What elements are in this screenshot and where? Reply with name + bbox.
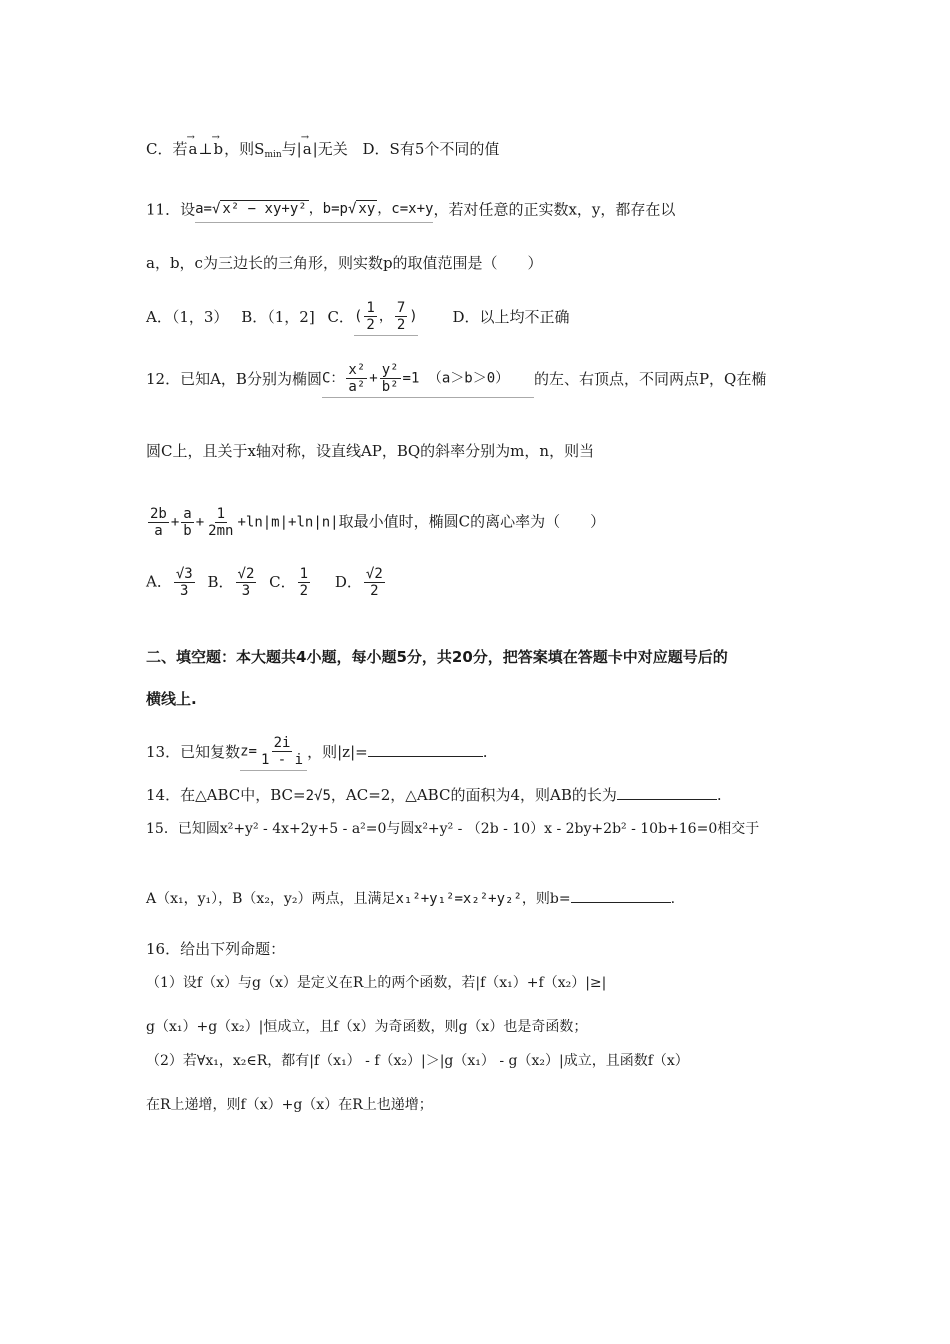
frac-denominator: b²: [381, 379, 399, 395]
frac-numerator: a: [183, 506, 192, 522]
q11-optC-interval: [354, 300, 418, 336]
plus-sign: +: [195, 514, 205, 531]
q12-ellipse-equation: [322, 362, 534, 398]
frac-numerator: 2i: [273, 735, 291, 751]
frac-numerator: x²: [348, 362, 366, 378]
vector-a-abs: → a: [302, 138, 313, 160]
q11-num: 11．设: [146, 200, 196, 219]
frac-numerator: √3: [175, 566, 193, 582]
section2-title-line2: 横线上.: [146, 690, 197, 708]
plus-sign: +: [369, 370, 378, 387]
frac-numerator: √2: [365, 566, 383, 582]
q11-text1: ，若对任意的正实数x，y，都存在以: [433, 200, 676, 219]
q13-end: .: [482, 743, 488, 761]
q14-end: .: [716, 786, 722, 804]
frac-denominator: 2: [366, 317, 375, 333]
ellipse-rest: =1 （a＞b＞0）: [402, 370, 510, 387]
q10-optC-mid: ，则S: [224, 140, 265, 158]
q12-line2: 圆C上，且关于x轴对称，设直线AP，BQ的斜率分别为m，n，则当: [146, 442, 595, 460]
q11-line1: [146, 198, 675, 223]
frac-denominator: 2mn: [208, 523, 234, 539]
frac-a-b: [181, 506, 193, 539]
q12-optC-label: C．: [269, 572, 296, 591]
q12-line3: [146, 506, 605, 539]
frac-numerator: 2b: [150, 506, 167, 522]
q13-pre: 13．已知复数: [146, 743, 241, 761]
q14-line: [146, 784, 722, 807]
q14-pre: 14．在△ABC中，BC=: [146, 786, 306, 804]
q11-optC-lparen: (: [353, 308, 363, 325]
q15-line2: [146, 888, 675, 910]
ellipse-y-frac: [380, 362, 401, 395]
q12-optB-frac: [236, 566, 257, 599]
frac-numerator: 1: [299, 566, 309, 582]
frac-denominator: a²: [348, 379, 366, 395]
q10-options-line: [146, 138, 499, 166]
q12-optB-label: B．: [207, 572, 234, 591]
q15-pre: A（x₁，y₁），B（x₂，y₂）两点，且满足: [146, 891, 396, 907]
plus-sign: +: [170, 514, 180, 531]
frac-2b-a: [148, 506, 169, 539]
q16-p2-line2: 在R上递增，则f（x）+g（x）在R上也递增；: [146, 1097, 433, 1113]
q13-complex-expression: [240, 735, 307, 771]
q12-optD-label: D．: [334, 572, 362, 591]
q16-p1-line1: （1）设f（x）与g（x）是定义在R上的两个函数，若|f（x₁）+f（x₂）|≥|: [146, 975, 607, 991]
q11-optC-frac1: [364, 300, 376, 333]
q13-line: [146, 735, 487, 771]
q10-optC-post: |无关: [312, 140, 348, 158]
q14-bc-value: 2√5: [305, 788, 331, 804]
q16-p1-line2: g（x₁）+g（x₂）|恒成立，且f（x）为奇函数，则g（x）也是奇函数；: [146, 1019, 588, 1035]
q11-expr-b-radicand: xy: [358, 201, 376, 217]
q13-post: ，则|z|=: [307, 743, 368, 761]
frac-numerator: 1: [216, 506, 226, 522]
q15-answer-blank[interactable]: [571, 888, 671, 903]
q12-options: [146, 566, 387, 599]
q10-optD: D．S有5个不同的值: [362, 140, 500, 158]
q11-optA: A．（1，3）: [146, 308, 229, 326]
q11-optC-frac2: [395, 300, 407, 333]
q16-p2-line1: （2）若∀x₁，x₂∈R，都有|f（x₁） - f（x₂）|＞|g（x₁） - g（x₂）|成立，且函数f（x）: [146, 1053, 689, 1069]
frac-denominator: a: [154, 523, 163, 539]
q12-text3: 取最小值时，椭圆C的离心率为（ ）: [338, 512, 606, 531]
q11-optC-label: C．: [327, 308, 354, 326]
q11-optC-rparen: ): [409, 308, 418, 325]
q15-line1: 15．已知圆x²+y² - 4x+2y+5 - a²=0与圆x²+y² - （2b - 10）x - 2by+2b² - 10b+16=0相交于: [146, 821, 760, 837]
q14-answer-blank[interactable]: [617, 785, 717, 800]
q12-objective-expression: [146, 506, 339, 539]
q15-end: .: [670, 891, 676, 907]
q15-post: ，则b=: [521, 891, 571, 907]
frac-denominator: 3: [180, 583, 189, 599]
q11-expression: a=√ x² − xy+y² ，b=p√ xy ，c=x+y: [195, 198, 433, 223]
q10-optC-mid2: 与|: [281, 140, 302, 158]
q11-optC-sep: ，: [378, 308, 393, 325]
q12-text1: 的左、右顶点，不同两点P，Q在椭: [533, 370, 767, 388]
q11-line2: a，b，c为三边长的三角形，则实数p的取值范围是（ ）: [146, 254, 543, 272]
q11-optB: B．（1，2]: [241, 308, 315, 326]
q10-optC-sub: min: [264, 150, 282, 160]
q12-optC-frac: [298, 566, 310, 599]
frac-numerator: √2: [237, 566, 255, 582]
vector-a: → a: [187, 138, 198, 160]
frac-numerator: 1: [366, 300, 375, 316]
frac-denominator: b: [183, 523, 192, 539]
frac-1-2mn: [206, 506, 235, 539]
q14-post: ，AC=2，△ABC的面积为4，则AB的长为: [330, 786, 617, 804]
section2-title-line1: 二、填空题：本大题共4小题，每小题5分，共20分，把答案填在答题卡中对应题号后的: [146, 648, 728, 666]
frac-numerator: 7: [396, 300, 406, 316]
q13-answer-blank[interactable]: [368, 742, 483, 757]
q12-line1: [146, 362, 766, 398]
q11-expr-a: a=: [195, 201, 212, 217]
frac-denominator: 3: [241, 583, 251, 599]
ellipse-x-frac: [346, 362, 367, 395]
frac-numerator: y²: [381, 362, 399, 378]
frac-denominator: 2: [370, 583, 379, 599]
q12-optA-label: A．: [146, 572, 172, 591]
vector-b: → b: [213, 138, 225, 160]
q15-condition: x₁²+y₁²=x₂²+y₂²: [395, 891, 522, 907]
log-terms: +ln|m|+ln|n|: [237, 514, 339, 531]
ellipse-label: C：: [321, 370, 345, 387]
frac-denominator: 2: [299, 583, 309, 599]
q11-expr-a-radicand: x² − xy+y²: [222, 201, 307, 217]
q11-optD: D．以上均不正确: [452, 308, 570, 326]
perp-symbol: ⊥: [198, 140, 213, 158]
frac-denominator: 1 - i: [260, 752, 304, 768]
q11-expr-c: ，c=x+y: [377, 201, 434, 217]
q16-head: 16．给出下列命题：: [146, 940, 286, 958]
frac-denominator: 2: [396, 317, 406, 333]
q13-z: z=: [240, 743, 257, 760]
q11-expr-b: ，b=p: [308, 201, 348, 217]
q10-optC-pre: C．若: [146, 140, 188, 158]
q12-optD-frac: [364, 566, 385, 599]
q13-frac: [259, 735, 305, 768]
q12-optA-frac: [174, 566, 195, 599]
q11-options: [146, 300, 570, 336]
q12-num: 12．已知A，B分别为椭圆: [146, 370, 322, 388]
